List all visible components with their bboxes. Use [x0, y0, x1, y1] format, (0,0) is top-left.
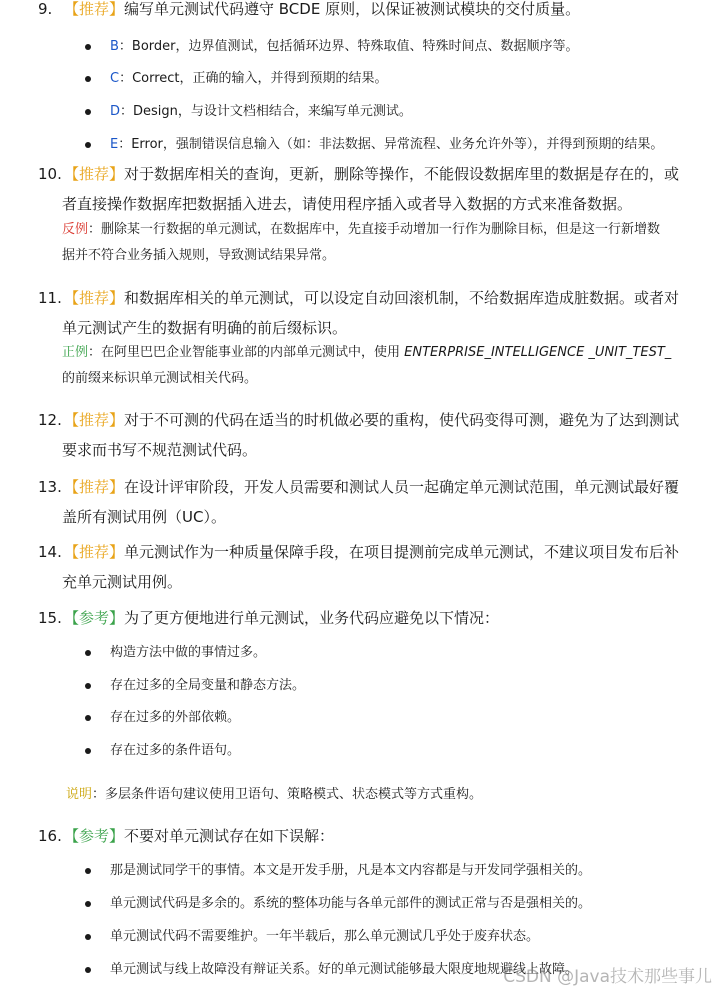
- bullet-letter: B: [110, 39, 119, 54]
- rule-item-11: [38, 283, 718, 343]
- positive-example-note: [62, 340, 718, 392]
- item-tag: 【推荐】: [64, 165, 125, 183]
- item-text-line1: 对于不可测的代码在适当的时机做必要的重构，使代码变得可测，避免为了达到测试: [124, 411, 680, 429]
- bullet-dot-icon: [85, 715, 91, 721]
- counter-example-note: [62, 217, 718, 269]
- bullet-text: 单元测试与线上故障没有辩证关系。好的单元测试能够最大限度地规避线上故障。: [110, 962, 579, 977]
- item-tag: 【推荐】: [64, 478, 125, 496]
- item-text-line1: 单元测试作为一种质量保障手段，在项目提测前完成单元测试，不建议项目发布后补: [124, 543, 680, 561]
- item-tag: 【推荐】: [64, 411, 125, 429]
- bullet-dot-icon: [85, 967, 91, 973]
- item-number: 12.: [38, 411, 62, 429]
- item-tag: 【参考】: [64, 827, 125, 845]
- bullet-text: 存在过多的全局变量和静态方法。: [110, 678, 306, 693]
- item-tag: 【推荐】: [64, 289, 125, 307]
- item-number: 16.: [38, 827, 62, 845]
- bullet-dot-icon: [85, 109, 91, 115]
- item-text-line2: 盖所有测试用例（UC）。: [62, 508, 226, 526]
- item-tag: 【推荐】: [64, 0, 125, 18]
- bullet-text: 那是测试同学干的事情。本文是开发手册，凡是本文内容都是与开发同学强相关的。: [110, 863, 592, 878]
- note-label: 反例: [62, 222, 89, 237]
- rule-item-13: [38, 472, 718, 532]
- note-text-line1: ：删除某一行数据的单元测试，在数据库中，先直接手动增加一行作为删除目标，但是这一行新增数: [88, 222, 661, 237]
- item-text-line2: 者直接操作数据库把数据插入进去，请使用程序插入或者导入数据的方式来准备数据。: [62, 195, 633, 213]
- bullet-text: ：Error，强制错误信息输入（如：非法数据、异常流程、业务允许外等），并得到预期的结果。: [118, 137, 664, 152]
- rule-item-9: [38, 0, 718, 24]
- bullet-text: 单元测试代码不需要维护。一年半载后，那么单元测试几乎处于废弃状态。: [110, 929, 540, 944]
- bullet-dot-icon: [85, 76, 91, 82]
- item-text-line2: 单元测试产生的数据有明确的前后缀标识。: [62, 319, 348, 337]
- bullet-dot-icon: [85, 748, 91, 754]
- note-label: 说明: [66, 787, 93, 802]
- bullet-dot-icon: [85, 650, 91, 656]
- bullet-letter: E: [110, 137, 119, 152]
- item-text-line1: 在设计评审阶段，开发人员需要和测试人员一起确定单元测试范围，单元测试最好覆: [124, 478, 680, 496]
- item-text-line2: 充单元测试用例。: [62, 573, 183, 591]
- item-text-line1: 对于数据库相关的查询，更新，删除等操作，不能假设数据库里的数据是存在的，或: [124, 165, 680, 183]
- rule-item-15: [38, 603, 718, 633]
- bullet-dot-icon: [85, 934, 91, 940]
- watermark: CSDN @Java技术那些事儿: [503, 967, 712, 987]
- rule-item-14: [38, 537, 718, 597]
- bullet-text: ：Border，边界值测试，包括循环边界、特殊取值、特殊时间点、数据顺序等。: [118, 39, 579, 54]
- note-text: ：多层条件语句建议使用卫语句、策略模式、状态模式等方式重构。: [92, 787, 483, 802]
- rule-item-16: [38, 821, 718, 851]
- bullet-dot-icon: [85, 868, 91, 874]
- bullet-dot-icon: [85, 142, 91, 148]
- rule-item-10: [38, 159, 718, 219]
- item-tag: 【推荐】: [64, 543, 125, 561]
- bullet-text: ：Correct，正确的输入，并得到预期的结果。: [119, 71, 388, 86]
- bullet-text: 存在过多的条件语句。: [110, 743, 241, 758]
- item-text: 为了更方便地进行单元测试，业务代码应避免以下情况：: [124, 609, 500, 627]
- bullet-letter: C: [110, 71, 120, 86]
- item-number: 10.: [38, 165, 62, 183]
- bullet-dot-icon: [85, 683, 91, 689]
- note-text-line2: 据并不符合业务插入规则，导致测试结果异常。: [62, 248, 336, 263]
- bullet-text: 存在过多的外部依赖。: [110, 710, 241, 725]
- note-text-line2: 的前缀来标识单元测试相关代码。: [62, 371, 258, 386]
- item-text: 编写单元测试代码遵守 BCDE 原则，以保证被测试模块的交付质量。: [124, 0, 581, 18]
- item-text-line1: 和数据库相关的单元测试，可以设定自动回滚机制，不给数据库造成脏数据。或者对: [124, 289, 680, 307]
- item-tag: 【参考】: [64, 609, 125, 627]
- item-number: 15.: [38, 609, 62, 627]
- note-prefix-code: ENTERPRISE_INTELLIGENCE _UNIT_TEST_: [404, 345, 672, 360]
- item-number: 11.: [38, 289, 62, 307]
- item-number: 14.: [38, 543, 62, 561]
- note-label: 正例: [62, 345, 89, 360]
- bullet-letter: D: [110, 104, 121, 119]
- item-text: 不要对单元测试存在如下误解：: [124, 827, 335, 845]
- rule-item-12: [38, 405, 718, 465]
- bullet-dot-icon: [85, 901, 91, 907]
- bullet-dot-icon: [85, 44, 91, 50]
- item-number: 13.: [38, 478, 62, 496]
- bullet-text: 构造方法中做的事情过多。: [110, 645, 267, 660]
- bullet-text: ：Design，与设计文档相结合，来编写单元测试。: [120, 104, 412, 119]
- note-text-line1: ：在阿里巴巴企业智能事业部的内部单元测试中，使用: [88, 345, 405, 360]
- item-text-line2: 要求而书写不规范测试代码。: [62, 441, 258, 459]
- bullet-text: 单元测试代码是多余的。系统的整体功能与各单元部件的测试正常与否是强相关的。: [110, 896, 592, 911]
- explanation-note: [66, 782, 722, 808]
- item-number: 9.: [38, 0, 53, 18]
